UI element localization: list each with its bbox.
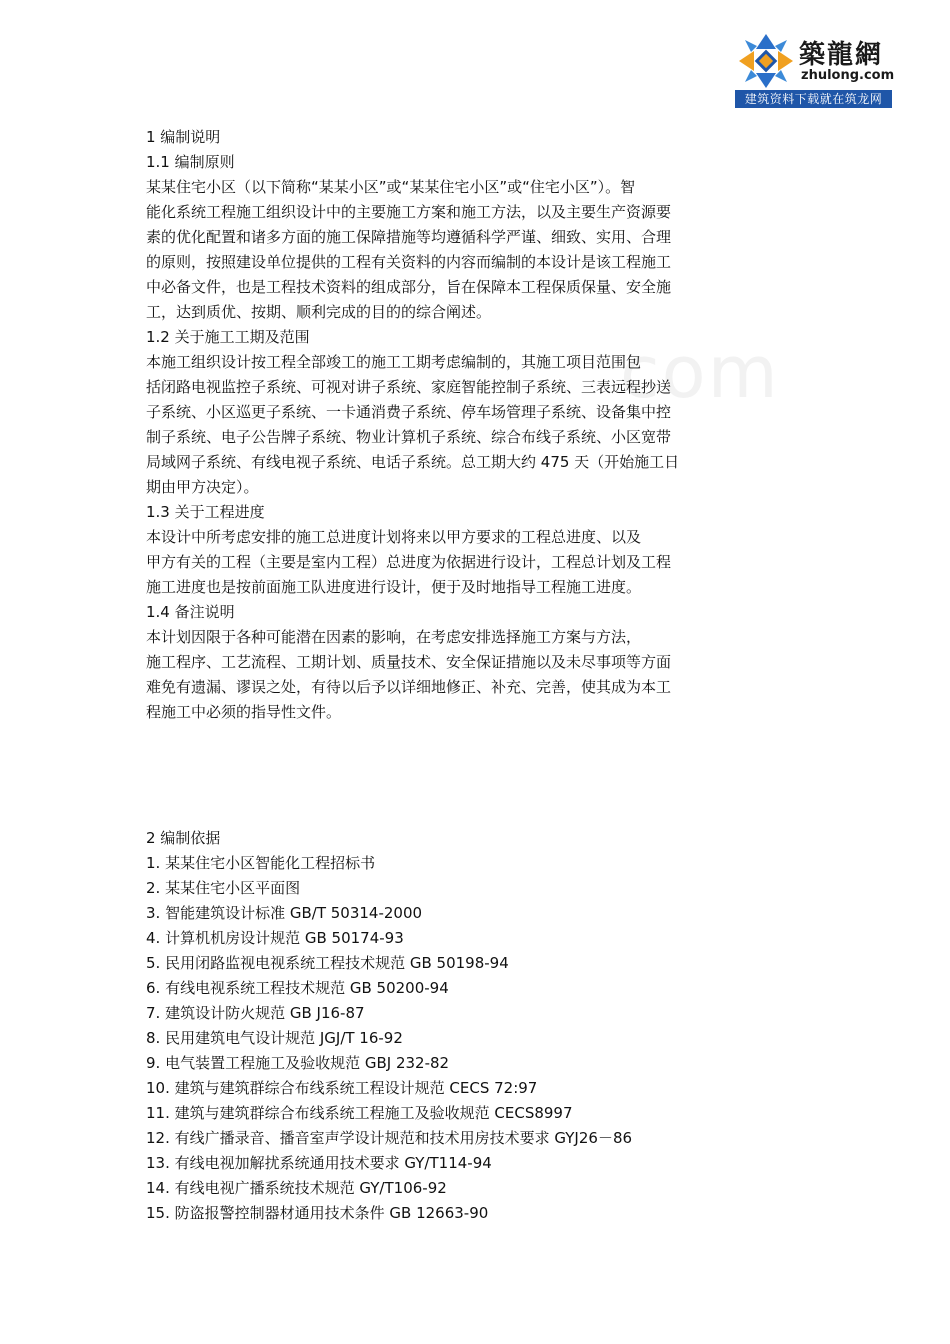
paragraph-line: 本设计中所考虑安排的施工总进度计划将来以甲方要求的工程总进度、以及 xyxy=(146,528,642,546)
paragraph-line: 工，达到质优、按期、顺利完成的目的的综合阐述。 xyxy=(146,303,492,321)
reference-item: 7. 建筑设计防火规范 GB J16-87 xyxy=(146,1004,365,1022)
paragraph-line: 难免有遗漏、谬误之处，有待以后予以详细地修正、补充、完善，使其成为本工 xyxy=(146,678,672,696)
paragraph-line: 中必备文件，也是工程技术资料的组成部分，旨在保障本工程保质保量、安全施 xyxy=(146,278,672,296)
zhulong-logo xyxy=(735,30,895,108)
reference-item: 12. 有线广播录音、播音室声学设计规范和技术用房技术要求 GYJ26－86 xyxy=(146,1129,633,1147)
logo-english-name: zhulong.com xyxy=(801,68,895,83)
reference-item: 3. 智能建筑设计标准 GB/T 50314-2000 xyxy=(146,904,423,922)
paragraph-line: 括闭路电视监控子系统、可视对讲子系统、家庭智能控制子系统、三表远程抄送 xyxy=(146,378,672,396)
section-2-title: 2 编制依据 xyxy=(146,829,221,847)
paragraph-line: 某某住宅小区（以下简称“某某小区”或“某某住宅小区”或“住宅小区”）。智 xyxy=(146,178,636,196)
paragraph-line: 能化系统工程施工组织设计中的主要施工方案和施工方法，以及主要生产资源要 xyxy=(146,203,672,221)
paragraph-line: 本施工组织设计按工程全部竣工的施工工期考虑编制的，其施工项目范围包 xyxy=(146,353,642,371)
paragraph-line: 施工进度也是按前面施工队进度进行设计，便于及时地指导工程施工进度。 xyxy=(146,578,642,596)
heading-1-1: 1.1 编制原则 xyxy=(146,153,235,171)
paragraph-line: 程施工中必须的指导性文件。 xyxy=(146,703,342,721)
logo-header xyxy=(735,30,895,90)
section-spacer xyxy=(146,725,786,826)
reference-item: 11. 建筑与建筑群综合布线系统工程施工及验收规范 CECS8997 xyxy=(146,1104,573,1122)
reference-item: 4. 计算机机房设计规范 GB 50174-93 xyxy=(146,929,404,947)
reference-item: 5. 民用闭路监视电视系统工程技术规范 GB 50198-94 xyxy=(146,954,509,972)
section-1-title: 1 编制说明 xyxy=(146,128,221,146)
paragraph-line: 素的优化配置和诸多方面的施工保障措施等均遵循科学严谨、细致、实用、合理 xyxy=(146,228,672,246)
paragraph-line: 局域网子系统、有线电视子系统、电话子系统。总工期大约 475 天（开始施工日 xyxy=(146,453,680,471)
reference-item: 8. 民用建筑电气设计规范 JGJ/T 16-92 xyxy=(146,1029,403,1047)
reference-item: 6. 有线电视系统工程技术规范 GB 50200-94 xyxy=(146,979,449,997)
paragraph-line: 甲方有关的工程（主要是室内工程）总进度为依据进行设计，工程总计划及工程 xyxy=(146,553,672,571)
paragraph-line: 的原则，按照建设单位提供的工程有关资料的内容而编制的本设计是该工程施工 xyxy=(146,253,672,271)
reference-item: 10. 建筑与建筑群综合布线系统工程设计规范 CECS 72:97 xyxy=(146,1079,538,1097)
heading-1-2: 1.2 关于施工工期及范围 xyxy=(146,328,310,346)
heading-1-3: 1.3 关于工程进度 xyxy=(146,503,265,521)
paragraph-line: 制子系统、电子公告牌子系统、物业计算机子系统、综合布线子系统、小区宽带 xyxy=(146,428,672,446)
document-body xyxy=(146,125,786,1226)
paragraph-line: 施工程序、工艺流程、工期计划、质量技术、安全保证措施以及未尽事项等方面 xyxy=(146,653,672,671)
reference-item: 9. 电气装置工程施工及验收规范 GBJ 232-82 xyxy=(146,1054,450,1072)
reference-item: 13. 有线电视加解扰系统通用技术要求 GY/T114-94 xyxy=(146,1154,492,1172)
heading-1-4: 1.4 备注说明 xyxy=(146,603,235,621)
paragraph-line: 期由甲方决定）。 xyxy=(146,478,259,496)
paragraph-line: 子系统、小区巡更子系统、一卡通消费子系统、停车场管理子系统、设备集中控 xyxy=(146,403,672,421)
logo-slogan: 建筑资料下载就在筑龙网 xyxy=(735,90,892,108)
reference-item: 15. 防盗报警控制器材通用技术条件 GB 12663-90 xyxy=(146,1204,489,1222)
paragraph-line: 本计划因限于各种可能潜在因素的影响，在考虑安排选择施工方案与方法， xyxy=(146,628,642,646)
logo-chinese-name: 築龍網 xyxy=(799,40,884,70)
reference-item: 14. 有线电视广播系统技术规范 GY/T106-92 xyxy=(146,1179,447,1197)
reference-item: 2. 某某住宅小区平面图 xyxy=(146,879,301,897)
watermark: com xyxy=(620,330,780,414)
reference-item: 1. 某某住宅小区智能化工程招标书 xyxy=(146,854,376,872)
logo-mark-icon xyxy=(737,32,795,90)
